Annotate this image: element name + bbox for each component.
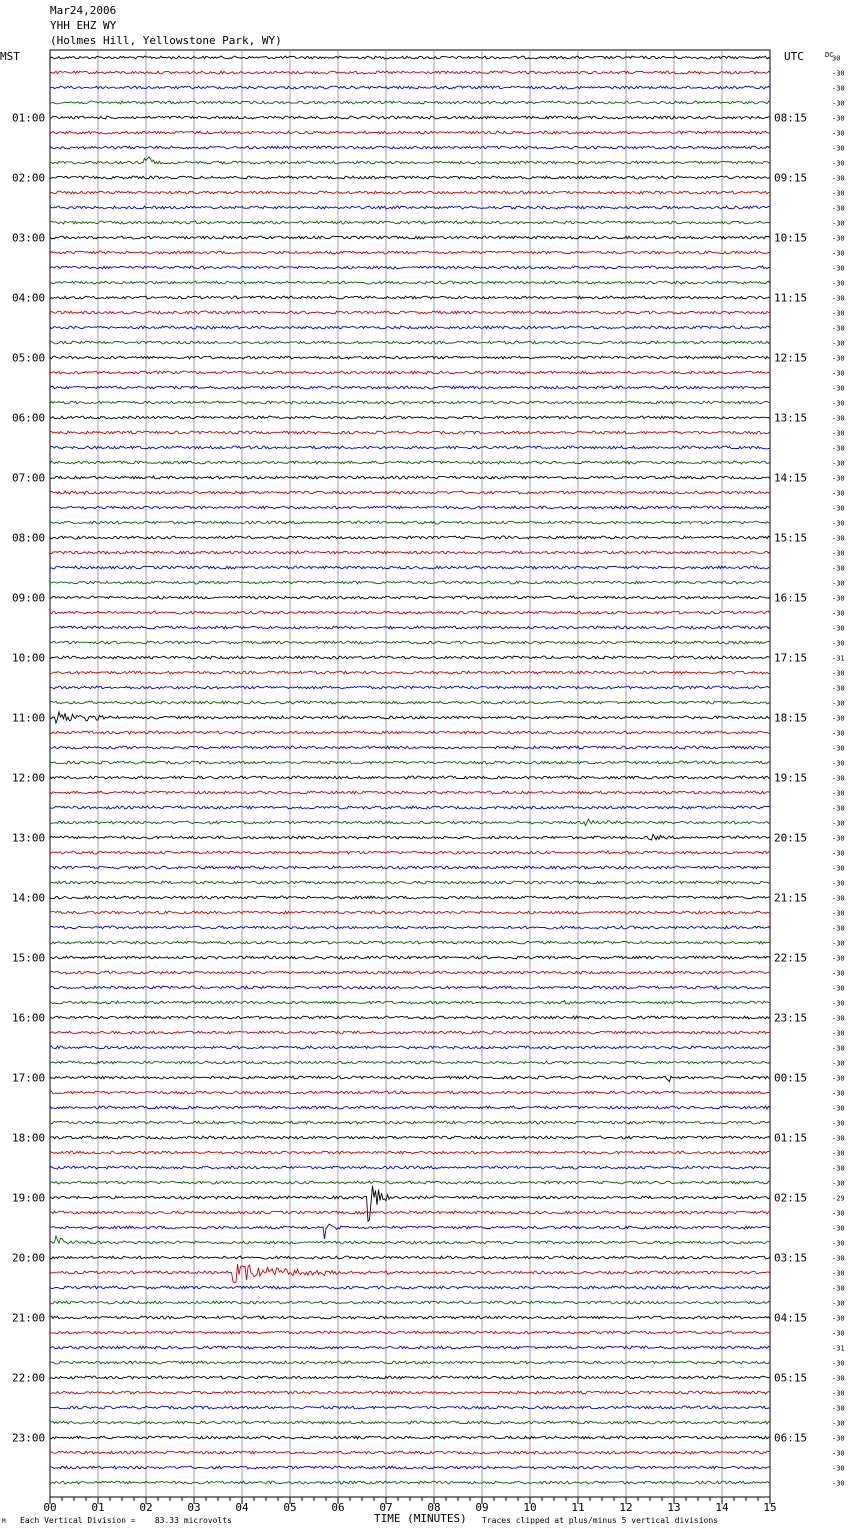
dc-offset-label: -30 bbox=[832, 714, 845, 723]
dc-offset-label: -30 bbox=[832, 1389, 845, 1398]
right-hour-label: 21:15 bbox=[774, 891, 808, 905]
trace-line bbox=[50, 686, 770, 689]
dc-offset-label: -30 bbox=[832, 279, 845, 288]
dc-offset-label: -30 bbox=[832, 1434, 845, 1443]
trace-line bbox=[50, 1136, 770, 1139]
trace-line bbox=[50, 1181, 770, 1184]
dc-offset-label: -30 bbox=[832, 354, 845, 363]
trace-line bbox=[50, 1346, 770, 1349]
right-hour-label: 00:15 bbox=[774, 1071, 808, 1085]
trace-line bbox=[50, 221, 770, 224]
dc-offset-label: -30 bbox=[832, 414, 845, 423]
dc-offset-label: -30 bbox=[832, 1329, 845, 1338]
trace-line bbox=[50, 551, 770, 554]
dc-offset-label: -30 bbox=[832, 399, 845, 408]
right-hour-label: 01:15 bbox=[774, 1131, 808, 1145]
left-hour-label: 15:00 bbox=[12, 951, 46, 965]
dc-offset-label: -30 bbox=[832, 759, 845, 768]
trace-line bbox=[50, 866, 770, 869]
right-hour-label: 16:15 bbox=[774, 591, 808, 605]
trace-line bbox=[50, 581, 770, 584]
trace-line bbox=[50, 896, 770, 899]
left-hour-label: 20:00 bbox=[12, 1251, 46, 1265]
left-hour-label: 19:00 bbox=[12, 1191, 46, 1205]
trace-line bbox=[50, 251, 770, 254]
dc-offset-label: -30 bbox=[832, 804, 845, 813]
dc-offset-label: -30 bbox=[832, 369, 845, 378]
trace-line bbox=[50, 1211, 770, 1214]
trace-line bbox=[50, 926, 770, 929]
trace-line bbox=[50, 416, 770, 419]
dc-offset-label: -30 bbox=[832, 669, 845, 678]
right-hour-label: 03:15 bbox=[774, 1251, 808, 1265]
trace-line bbox=[50, 1016, 770, 1019]
x-tick-label: 09 bbox=[475, 1501, 489, 1514]
left-hour-label: 22:00 bbox=[12, 1371, 46, 1385]
trace-line bbox=[50, 431, 770, 434]
trace-line bbox=[50, 1166, 770, 1169]
dc-offset-label: -30 bbox=[832, 84, 845, 93]
dc-offset-label: -30 bbox=[832, 789, 845, 798]
left-hour-label: 10:00 bbox=[12, 651, 46, 665]
dc-offset-label: -30 bbox=[832, 729, 845, 738]
trace-line bbox=[50, 266, 770, 269]
left-hour-label: 06:00 bbox=[12, 411, 46, 425]
trace-line bbox=[50, 776, 770, 779]
x-tick-label: 03 bbox=[187, 1501, 201, 1514]
trace-line bbox=[50, 701, 770, 704]
dc-offset-label: -30 bbox=[832, 579, 845, 588]
right-hour-label: 05:15 bbox=[774, 1371, 808, 1385]
dc-offset-label: -30 bbox=[832, 1059, 845, 1068]
trace-line bbox=[50, 146, 770, 149]
dc-offset-label: -30 bbox=[832, 444, 845, 453]
trace-line bbox=[50, 371, 770, 374]
dc-offset-label: -30 bbox=[832, 1074, 845, 1083]
dc-offset-label: -30 bbox=[832, 204, 845, 213]
trace-line bbox=[50, 446, 770, 449]
trace-line bbox=[50, 206, 770, 209]
dc-offset-label: -30 bbox=[832, 1029, 845, 1038]
right-hour-label: 20:15 bbox=[774, 831, 808, 845]
dc-offset-label: -30 bbox=[832, 219, 845, 228]
dc-offset-label: -29 bbox=[832, 1194, 845, 1203]
dc-offset-label: -30 bbox=[832, 249, 845, 258]
left-hour-label: 08:00 bbox=[12, 531, 46, 545]
dc-offset-label: -30 bbox=[832, 1269, 845, 1278]
trace-line bbox=[50, 851, 770, 854]
left-hour-label: 18:00 bbox=[12, 1131, 46, 1145]
header-location: (Holmes Hill, Yellowstone Park, WY) bbox=[50, 34, 282, 47]
trace-line bbox=[50, 401, 770, 404]
trace-line bbox=[50, 296, 770, 299]
trace-line bbox=[50, 641, 770, 644]
dc-offset-label: -30 bbox=[832, 1209, 845, 1218]
dc-offset-label: -30 bbox=[832, 549, 845, 558]
trace-line bbox=[50, 281, 770, 284]
header-date: Mar24,2006 bbox=[50, 4, 117, 17]
right-hour-label: 06:15 bbox=[774, 1431, 808, 1445]
dc-offset-label: -30 bbox=[832, 1404, 845, 1413]
left-hour-label: 16:00 bbox=[12, 1011, 46, 1025]
dc-offset-label: 30 bbox=[832, 54, 841, 63]
dc-offset-label: -30 bbox=[832, 1164, 845, 1173]
dc-offset-label: -30 bbox=[832, 939, 845, 948]
dc-offset-label: -30 bbox=[832, 879, 845, 888]
dc-offset-label: -30 bbox=[832, 114, 845, 123]
dc-offset-label: -30 bbox=[832, 159, 845, 168]
trace-line bbox=[50, 1151, 770, 1154]
dc-offset-label: -30 bbox=[832, 1374, 845, 1383]
dc-offset-label: -30 bbox=[832, 1239, 845, 1248]
trace-line bbox=[50, 157, 770, 164]
dc-offset-label: -30 bbox=[832, 1044, 845, 1053]
dc-offset-label: -30 bbox=[832, 474, 845, 483]
trace-line bbox=[50, 806, 770, 809]
trace-line bbox=[50, 956, 770, 959]
trace-line bbox=[50, 1481, 770, 1484]
trace-line bbox=[50, 1264, 770, 1283]
dc-offset-label: -30 bbox=[832, 819, 845, 828]
dc-offset-label: -30 bbox=[832, 339, 845, 348]
dc-offset-label: -31 bbox=[832, 654, 845, 663]
left-hour-label: 09:00 bbox=[12, 591, 46, 605]
trace-line bbox=[50, 1000, 770, 1004]
x-tick-label: 06 bbox=[331, 1501, 345, 1514]
dc-offset-label: -30 bbox=[832, 294, 845, 303]
right-hour-label: 23:15 bbox=[774, 1011, 808, 1025]
x-tick-label: 04 bbox=[235, 1501, 249, 1514]
x-tick-label: 10 bbox=[523, 1501, 537, 1514]
dc-offset-label: -30 bbox=[832, 969, 845, 978]
header-station: YHH EHZ WY bbox=[50, 19, 117, 32]
dc-offset-label: -30 bbox=[832, 684, 845, 693]
footer-mark: M bbox=[2, 1518, 6, 1525]
trace-line bbox=[50, 1091, 770, 1094]
dc-offset-label: -30 bbox=[832, 834, 845, 843]
trace-line bbox=[50, 536, 770, 539]
dc-offset-label: -30 bbox=[832, 1284, 845, 1293]
dc-offset-label: -30 bbox=[832, 609, 845, 618]
trace-line bbox=[50, 566, 770, 569]
trace-line bbox=[50, 881, 770, 884]
left-hour-label: 13:00 bbox=[12, 831, 46, 845]
dc-offset-label: -30 bbox=[832, 519, 845, 528]
right-hour-label: 04:15 bbox=[774, 1311, 808, 1325]
trace-line bbox=[50, 101, 770, 104]
left-hour-label: 07:00 bbox=[12, 471, 46, 485]
trace-line bbox=[50, 1076, 770, 1082]
trace-line bbox=[50, 86, 770, 89]
left-hour-label: 05:00 bbox=[12, 351, 46, 365]
mst-label: MST bbox=[0, 50, 20, 63]
right-hour-label: 18:15 bbox=[774, 711, 808, 725]
right-hour-label: 02:15 bbox=[774, 1191, 808, 1205]
trace-line bbox=[50, 731, 770, 734]
right-hour-label: 22:15 bbox=[774, 951, 808, 965]
trace-line bbox=[50, 1421, 770, 1424]
dc-offset-label: -30 bbox=[832, 69, 845, 78]
footer-clip-note: Traces clipped at plus/minus 5 vertical divisions bbox=[482, 1516, 719, 1525]
dc-offset-label: -30 bbox=[832, 594, 845, 603]
x-tick-label: 01 bbox=[91, 1501, 105, 1514]
dc-offset-label: -30 bbox=[832, 744, 845, 753]
left-hour-label: 01:00 bbox=[12, 111, 46, 125]
trace-line bbox=[50, 1121, 770, 1124]
trace-line bbox=[50, 341, 770, 344]
left-hour-label: 04:00 bbox=[12, 291, 46, 305]
dc-offset-label: -30 bbox=[832, 849, 845, 858]
trace-line bbox=[50, 986, 770, 989]
left-hour-label: 23:00 bbox=[12, 1431, 46, 1445]
trace-line bbox=[50, 1331, 770, 1334]
left-hour-label: 17:00 bbox=[12, 1071, 46, 1085]
trace-line bbox=[50, 491, 770, 494]
trace-line bbox=[50, 1286, 770, 1289]
right-hour-label: 11:15 bbox=[774, 291, 808, 305]
trace-line bbox=[50, 1361, 770, 1364]
dc-offset-label: -30 bbox=[832, 624, 845, 633]
trace-line bbox=[50, 191, 770, 194]
trace-line bbox=[50, 611, 770, 614]
left-hour-label: 11:00 bbox=[12, 711, 46, 725]
trace-line bbox=[50, 671, 770, 674]
trace-line bbox=[50, 71, 770, 74]
trace-line bbox=[50, 506, 770, 509]
dc-offset-label: -30 bbox=[832, 774, 845, 783]
trace-line bbox=[50, 386, 770, 389]
left-hour-label: 14:00 bbox=[12, 891, 46, 905]
right-hour-label: 08:15 bbox=[774, 111, 808, 125]
trace-line bbox=[50, 1031, 770, 1034]
dc-offset-label: -30 bbox=[832, 189, 845, 198]
left-hour-label: 12:00 bbox=[12, 771, 46, 785]
dc-offset-label: -30 bbox=[832, 1179, 845, 1188]
trace-line bbox=[50, 971, 770, 974]
left-hour-label: 02:00 bbox=[12, 171, 46, 185]
trace-line bbox=[50, 131, 770, 134]
x-tick-label: 07 bbox=[379, 1501, 393, 1514]
x-tick-label: 12 bbox=[619, 1501, 633, 1514]
dc-offset-label: -30 bbox=[832, 384, 845, 393]
trace-line bbox=[50, 1316, 770, 1319]
dc-offset-label: -30 bbox=[832, 129, 845, 138]
trace-line bbox=[50, 326, 770, 329]
trace-line bbox=[50, 1236, 770, 1244]
dc-offset-label: -30 bbox=[832, 534, 845, 543]
right-hour-label: 09:15 bbox=[774, 171, 808, 185]
dc-offset-label: -30 bbox=[832, 144, 845, 153]
dc-offset-label: -30 bbox=[832, 1479, 845, 1488]
dc-offset-label: -30 bbox=[832, 234, 845, 243]
trace-line bbox=[50, 626, 770, 629]
trace-line bbox=[50, 941, 770, 944]
dc-offset-label: -30 bbox=[832, 1299, 845, 1308]
trace-line bbox=[50, 656, 770, 659]
dc-offset-label: -30 bbox=[832, 1134, 845, 1143]
trace-line bbox=[50, 596, 770, 599]
trace-line bbox=[50, 1466, 770, 1469]
trace-line bbox=[50, 476, 770, 479]
dc-offset-label: -30 bbox=[832, 1449, 845, 1458]
right-hour-label: 15:15 bbox=[774, 531, 808, 545]
x-axis bbox=[50, 1497, 770, 1504]
trace-line bbox=[50, 834, 770, 840]
dc-offset-label: -30 bbox=[832, 1419, 845, 1428]
footer-xlabel: TIME (MINUTES) bbox=[374, 1512, 467, 1525]
dc-offset-label: -30 bbox=[832, 504, 845, 513]
trace-line bbox=[50, 56, 770, 59]
x-tick-label: 11 bbox=[571, 1501, 585, 1514]
dc-offset-label: -30 bbox=[832, 864, 845, 873]
trace-line bbox=[50, 311, 770, 314]
trace-line bbox=[50, 521, 770, 524]
dc-offset-label: -30 bbox=[832, 999, 845, 1008]
trace-line bbox=[50, 761, 770, 764]
dc-offset-label: -30 bbox=[832, 954, 845, 963]
x-tick-label: 02 bbox=[139, 1501, 153, 1514]
dc-offset-label: -30 bbox=[832, 699, 845, 708]
dc-offset-label: -30 bbox=[832, 1359, 845, 1368]
trace-line bbox=[50, 1046, 770, 1049]
dc-offset-label: -30 bbox=[832, 1104, 845, 1113]
left-hour-label: 21:00 bbox=[12, 1311, 46, 1325]
trace-line bbox=[50, 1406, 770, 1409]
trace-line bbox=[50, 746, 770, 749]
utc-label: UTC bbox=[784, 50, 804, 63]
dc-offset-label: -30 bbox=[832, 639, 845, 648]
trace-line bbox=[50, 1256, 770, 1259]
trace-line bbox=[50, 236, 770, 239]
dc-offset-label: -31 bbox=[832, 1344, 845, 1353]
dc-offset-label: -30 bbox=[832, 174, 845, 183]
trace-line bbox=[50, 1224, 770, 1239]
dc-offset-label: -30 bbox=[832, 1119, 845, 1128]
x-tick-label: 14 bbox=[715, 1501, 729, 1514]
dc-offset-label: -30 bbox=[832, 1089, 845, 1098]
trace-line bbox=[50, 116, 770, 119]
left-hour-label: 03:00 bbox=[12, 231, 46, 245]
dc-offset-label: -30 bbox=[832, 99, 845, 108]
dc-offset-label: -30 bbox=[832, 264, 845, 273]
right-hour-label: 19:15 bbox=[774, 771, 808, 785]
dc-offset-label: -30 bbox=[832, 924, 845, 933]
dc-offset-label: -30 bbox=[832, 1224, 845, 1233]
dc-offset-label: -30 bbox=[832, 984, 845, 993]
dc-offset-label: -30 bbox=[832, 324, 845, 333]
dc-offset-label: -30 bbox=[832, 1254, 845, 1263]
dc-offset-label: -30 bbox=[832, 909, 845, 918]
dc-offset-label: -30 bbox=[832, 459, 845, 468]
right-hour-label: 13:15 bbox=[774, 411, 808, 425]
right-hour-label: 17:15 bbox=[774, 651, 808, 665]
trace-line bbox=[50, 1391, 770, 1394]
dc-label: DC bbox=[825, 51, 834, 59]
x-tick-label: 15 bbox=[763, 1501, 777, 1514]
trace-line bbox=[50, 461, 770, 464]
x-tick-label: 00 bbox=[43, 1501, 57, 1514]
trace-line bbox=[50, 791, 770, 794]
dc-offset-label: -30 bbox=[832, 894, 845, 903]
dc-offset-label: -30 bbox=[832, 1314, 845, 1323]
right-hour-label: 14:15 bbox=[774, 471, 808, 485]
trace-line bbox=[50, 1451, 770, 1454]
trace-line bbox=[50, 1301, 770, 1304]
dc-offset-label: -30 bbox=[832, 1149, 845, 1158]
traces bbox=[50, 56, 770, 1484]
trace-line bbox=[50, 819, 770, 826]
x-tick-label: 08 bbox=[427, 1501, 441, 1514]
dc-offset-label: -30 bbox=[832, 429, 845, 438]
trace-line bbox=[50, 356, 770, 359]
trace-line bbox=[50, 176, 770, 179]
trace-line bbox=[50, 1106, 770, 1109]
right-hour-label: 12:15 bbox=[774, 351, 808, 365]
dc-offset-label: -30 bbox=[832, 309, 845, 318]
trace-line bbox=[50, 1186, 770, 1222]
x-tick-label: 05 bbox=[283, 1501, 297, 1514]
trace-line bbox=[50, 1061, 770, 1064]
x-tick-label: 13 bbox=[667, 1501, 681, 1514]
dc-offset-label: -30 bbox=[832, 1014, 845, 1023]
trace-line bbox=[50, 712, 770, 723]
dc-offset-label: -30 bbox=[832, 564, 845, 573]
trace-line bbox=[50, 1436, 770, 1439]
trace-line bbox=[50, 911, 770, 914]
trace-line bbox=[50, 1376, 770, 1379]
right-hour-label: 10:15 bbox=[774, 231, 808, 245]
footer-division-note: Each Vertical Division = 83.33 microvolts bbox=[20, 1516, 232, 1525]
dc-offset-label: -30 bbox=[832, 489, 845, 498]
dc-offset-label: -30 bbox=[832, 1464, 845, 1473]
